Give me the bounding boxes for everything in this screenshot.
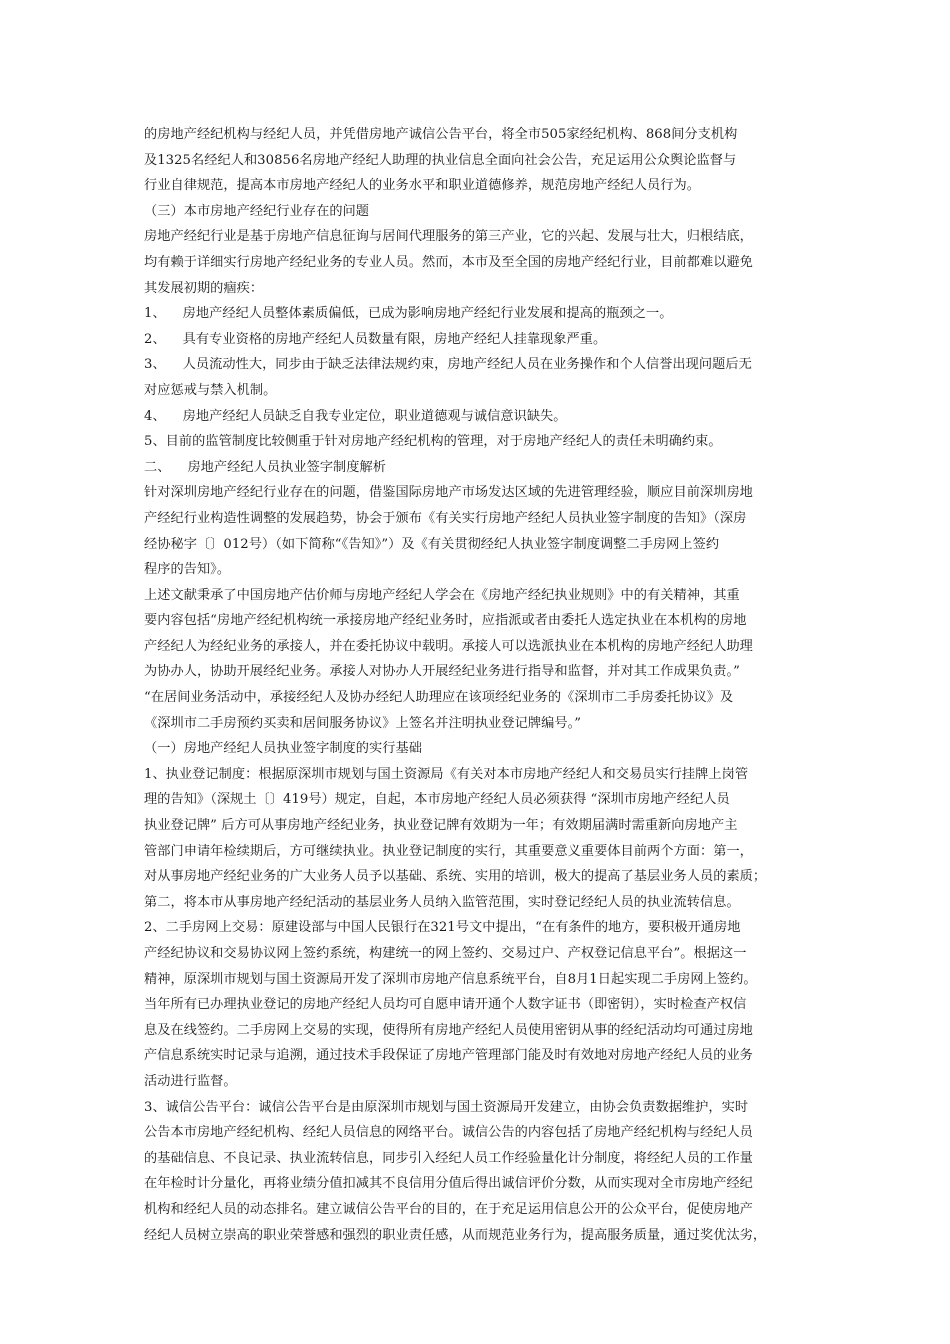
section-heading: 二、 房地产经纪人员执业签字制度解析 xyxy=(144,459,387,475)
list-item: 5、目前的监管制度比较侧重于针对房地产经纪机构的管理，对于房地产经纪人的责任未明确约束。 xyxy=(144,434,722,450)
text-line: 为协办人，协助开展经纪业务。承接人对协办人开展经纪业务进行指导和监督，并对其工作成果负责。” xyxy=(144,664,740,680)
text-line: 房地产经纪行业是基于房地产信息征询与居间代理服务的第三产业，它的兴起、发展与壮大，归根结底， xyxy=(144,229,753,245)
section-heading: （一）房地产经纪人员执业签字制度的实行基础 xyxy=(144,741,422,757)
text-line: 息及在线签约。二手房网上交易的实现，使得所有房地产经纪人员使用密钥从事的经纪活动均可通过房地 xyxy=(144,1022,753,1038)
text-line: 产信息系统实时记录与追溯，通过技术手段保证了房地产管理部门能及时有效地对房地产经纪人员的业务 xyxy=(144,1048,753,1064)
text-line: 执业登记牌” 后方可从事房地产经纪业务，执业登记牌有效期为一年；有效期届满时需重新向房地产主 xyxy=(144,818,738,834)
text-line: 机构和经纪人员的动态排名。建立诚信公告平台的目的，在于充足运用信息公开的公众平台，促使房地产 xyxy=(144,1201,753,1217)
list-item: 1、 房地产经纪人员整体素质偏低，已成为影响房地产经纪行业发展和提高的瓶颈之一。 xyxy=(144,306,673,322)
list-item: 3、 人员流动性大，同步由于缺乏法律法规约束，房地产经纪人员在业务操作和个人信誉出现问题后无 xyxy=(144,357,752,373)
section-heading: （三）本市房地产经纪行业存在的问题 xyxy=(144,203,370,219)
text-line: 第二，将本市从事房地产经纪活动的基层业务人员纳入监管范围，实时登记经纪人员的执业流转信息。 xyxy=(144,894,740,910)
text-line: 1、执业登记制度：根据原深圳市规划与国土资源局《有关对本市房地产经纪人和交易员实行挂牌上岗管 xyxy=(144,766,749,782)
text-line: 2、二手房网上交易：原建设部与中国人民银行在321号文中提出，“在有条件的地方，要积极开通房地 xyxy=(144,920,741,936)
text-line: 其发展初期的痼疾： xyxy=(144,280,264,296)
text-line: 在年检时计分量化，再将业绩分值扣减其不良信用分值后得出诚信评价分数，从而实现对全市房地产经纪 xyxy=(144,1176,753,1192)
text-line: 《深圳市二手房预约买卖和居间服务协议》上签名并注明执业登记牌编号。” xyxy=(144,715,582,731)
text-line: 上述文献秉承了中国房地产估价师与房地产经纪人学会在《房地产经纪执业规则》中的有关精神，其重 xyxy=(144,587,740,603)
text-line: 经纪人员树立崇高的职业荣誉感和强烈的职业责任感，从而规范业务行为，提高服务质量，通过奖优汰劣， xyxy=(144,1227,767,1243)
text-line: 3、诚信公告平台：诚信公告平台是由原深圳市规划与国土资源局开发建立，由协会负责数据维护，实时 xyxy=(144,1099,749,1115)
text-line: 程序的告知》。 xyxy=(144,562,231,578)
text-line: 针对深圳房地产经纪行业存在的问题，借鉴国际房地产市场发达区域的先进管理经验，顺应目前深圳房地 xyxy=(144,485,753,501)
text-line: 理的告知》（深规土〔〕419号）规定，自起，本市房地产经纪人员必须获得 “深圳市房地产经纪人员 xyxy=(144,792,730,808)
text-line: 对应惩戒与禁入机制。 xyxy=(144,382,277,398)
text-line: 行业自律规范，提高本市房地产经纪人的业务水平和职业道德修养，规范房地产经纪人员行为。 xyxy=(144,178,700,194)
text-line: 精神，原深圳市规划与国土资源局开发了深圳市房地产信息系统平台，自8月1日起实现二手房网上签约。 xyxy=(144,971,757,987)
text-line: 经协秘字〔〕012号）（如下简称“《告知》”）及《有关贯彻经纪人执业签字制度调整二手房网上签约 xyxy=(144,536,720,552)
text-line: 产经纪人为经纪业务的承接人，并在委托协议中载明。承接人可以选派执业在本机构的房地产经纪人助理 xyxy=(144,638,753,654)
list-item: 4、 房地产经纪人员缺乏自我专业定位，职业道德观与诚信意识缺失。 xyxy=(144,408,567,424)
text-line: “在居间业务活动中，承接经纪人及协办经纪人助理应在该项经纪业务的《深圳市二手房委托协议》及 xyxy=(144,690,734,706)
text-line: 均有赖于详细实行房地产经纪业务的专业人员。然而，本市及至全国的房地产经纪行业，目前都难以避免 xyxy=(144,254,753,270)
text-line: 要内容包括“房地产经纪机构统一承接房地产经纪业务时，应指派或者由委托人选定执业在本机构的房地 xyxy=(144,613,747,629)
text-line: 管部门申请年检续期后，方可继续执业。执业登记制度的实行，其重要意义重要体目前两个方面：第一， xyxy=(144,843,753,859)
text-line: 对从事房地产经纪业务的广大业务人员予以基础、系统、实用的培训，极大的提高了基层业务人员的素质； xyxy=(144,869,767,885)
document-body xyxy=(144,122,816,1248)
text-line: 当年所有已办理执业登记的房地产经纪人员均可自愿申请开通个人数字证书（即密钥），实时检查产权信 xyxy=(144,997,747,1013)
text-line: 产经纪行业构造性调整的发展趋势，协会于颁布《有关实行房地产经纪人员执业签字制度的告知》（深房 xyxy=(144,510,747,526)
text-line: 及1325名经纪人和30856名房地产经纪人助理的执业信息全面向社会公告，充足运用公众舆论监督与 xyxy=(144,152,737,168)
text-line: 的房地产经纪机构与经纪人员，并凭借房地产诚信公告平台，将全市505家经纪机构、868间分支机构 xyxy=(144,127,738,142)
list-item: 2、 具有专业资格的房地产经纪人员数量有限，房地产经纪人挂靠现象严重。 xyxy=(144,331,607,347)
text-line: 公告本市房地产经纪机构、经纪人员信息的网络平台。诚信公告的内容包括了房地产经纪机构与经纪人员 xyxy=(144,1125,753,1141)
text-line: 产经纪协议和交易协议网上签约系统，构建统一的网上签约、交易过户、产权登记信息平台”。根据这一 xyxy=(144,946,747,961)
text-line: 的基础信息、不良记录、执业流转信息，同步引入经纪人员工作经验量化计分制度，将经纪人员的工作量 xyxy=(144,1150,753,1166)
text-line: 活动进行监督。 xyxy=(144,1073,237,1089)
